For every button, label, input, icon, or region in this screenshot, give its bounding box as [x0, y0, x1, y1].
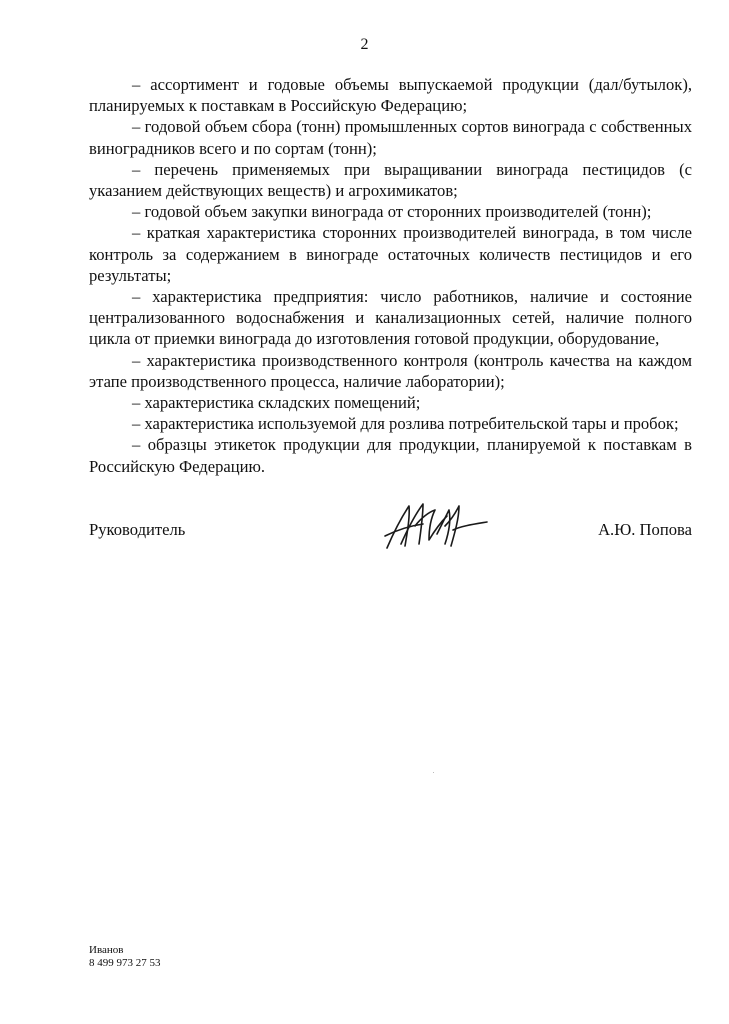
document-body [89, 74, 692, 477]
scan-speck [433, 772, 434, 773]
executor-name: Иванов [89, 944, 124, 956]
list-item: – образцы этикеток продукции для продукции, планируемой к поставкам в Российскую Федерацию. [89, 435, 692, 476]
executor-info [89, 944, 161, 970]
list-item: – краткая характеристика сторонних производителей винограда, в том числе контроль за содержанием в винограде остаточных количеств пестицидов и его результаты; [89, 223, 692, 285]
list-item: – годовой объем сбора (тонн) промышленных сортов винограда с собственных виноградников всего и по сортам (тонн); [89, 117, 692, 158]
page-number: 2 [360, 36, 369, 53]
signature-block [89, 514, 692, 554]
handwritten-signature [379, 496, 489, 556]
list-item: – характеристика предприятия: число работников, наличие и состояние централизованного водоснабжения и канализационных сетей, наличие полного цикла от приемки винограда до изготовления готовой продукции, оборудование, [89, 287, 692, 349]
signer-name: А.Ю. Попова [598, 520, 692, 539]
list-item: – характеристика производственного контроля (контроль качества на каждом этапе производственного процесса, наличие лаборатории); [89, 350, 692, 391]
list-item: – характеристика складских помещений; [132, 393, 421, 413]
signer-title: Руководитель [89, 520, 186, 539]
executor-phone: 8 499 973 27 53 [89, 957, 161, 969]
list-item: – характеристика используемой для розлива потребительской тары и пробок; [132, 414, 679, 434]
list-item: – ассортимент и годовые объемы выпускаемой продукции (дал/бутылок), планируемых к поставкам в Российскую Федерацию; [89, 75, 692, 116]
list-item: – годовой объем закупки винограда от сторонних производителей (тонн); [132, 202, 652, 222]
list-item: – перечень применяемых при выращивании винограда пестицидов (с указанием действующих веществ) и агрохимикатов; [89, 159, 692, 201]
